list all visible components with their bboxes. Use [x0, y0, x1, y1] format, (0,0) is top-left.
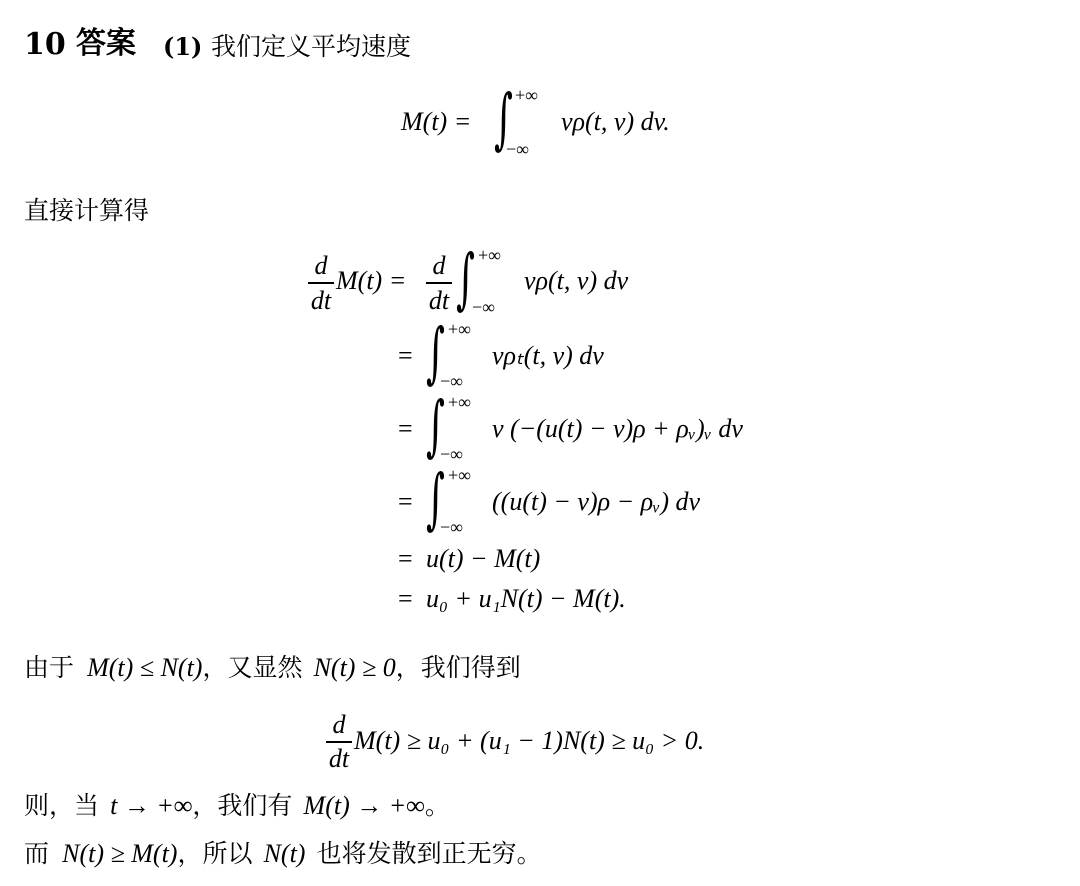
- line4-lower-limit: −∞: [440, 517, 463, 537]
- line2-eq: =: [398, 341, 413, 370]
- then-text-1: 则，当: [24, 791, 100, 820]
- eq1-integral-sign: ∫: [494, 80, 513, 157]
- section-number: 10: [24, 27, 66, 62]
- line2-upper-limit: +∞: [448, 319, 471, 339]
- and-text-3: 也将发散到正无穷。: [316, 839, 542, 868]
- eq1-upper-limit: +∞: [515, 85, 538, 105]
- then-text-2: ，我们有: [192, 791, 293, 820]
- since-math-2: N(t) ≥ 0: [313, 653, 396, 682]
- then-math-2: M(t) → +∞: [303, 791, 425, 820]
- line3-integral-sign: ∫: [426, 387, 445, 464]
- line1-lower-limit: −∞: [472, 297, 495, 317]
- line1-integral-sign: ∫: [456, 240, 475, 317]
- line6-eq: =: [398, 584, 413, 613]
- line4-eq: =: [398, 487, 413, 516]
- line1-fraction-bar: [426, 282, 452, 284]
- eq1-lower-limit: −∞: [506, 139, 529, 159]
- line1-lhs: M(t) =: [336, 266, 407, 295]
- line1-dt-denominator: dt: [428, 286, 450, 315]
- line5-expression: u(t) − M(t): [426, 544, 541, 573]
- since-math-1: M(t) ≤ N(t): [87, 653, 203, 682]
- and-text-1: 而: [24, 839, 50, 868]
- and-text-2: ，所以: [177, 839, 253, 868]
- line3-upper-limit: +∞: [448, 392, 471, 412]
- section-title: 答案: [76, 26, 136, 61]
- eq1-lhs: M(t) =: [401, 107, 472, 136]
- compute-text: 直接计算得: [24, 196, 150, 225]
- line5-eq: =: [398, 544, 413, 573]
- since-text-2: ，又显然: [202, 653, 303, 682]
- then-math-1: t → +∞: [110, 791, 193, 820]
- then-paragraph: [24, 793, 450, 819]
- eq1-integrand: vρ(t, v) dv.: [561, 107, 670, 136]
- line3-eq: =: [398, 414, 413, 443]
- and-math-2: N(t): [263, 839, 306, 868]
- deriv-dt-denominator: dt: [310, 286, 332, 315]
- line1-upper-limit: +∞: [478, 245, 501, 265]
- line4-upper-limit: +∞: [448, 465, 471, 485]
- intro-text: 我们定义平均速度: [211, 32, 412, 61]
- line2-lower-limit: −∞: [440, 371, 463, 391]
- line4-integrand: ((u(t) − v)ρ − ρᵥ) dv: [492, 487, 701, 516]
- line3-integrand: v (−(u(t) − v)ρ + ρᵥ)ᵥ dv: [492, 414, 743, 443]
- since-paragraph: [24, 655, 521, 681]
- final-fraction-bar: [326, 741, 352, 743]
- conclusion-paragraph: [24, 841, 542, 867]
- then-text-3: 。: [424, 791, 450, 820]
- part-label: (1): [163, 32, 203, 61]
- line6-expression: u₀ + u₁N(t) − M(t).: [426, 584, 626, 613]
- since-text-1: 由于: [24, 653, 75, 682]
- deriv-fraction-bar: [308, 282, 334, 284]
- line1-integrand: vρ(t, v) dv: [524, 266, 629, 295]
- since-text-3: ，我们得到: [395, 653, 521, 682]
- final-d-numerator: d: [332, 710, 346, 739]
- line4-integral-sign: ∫: [426, 460, 445, 537]
- line2-integral-sign: ∫: [426, 314, 445, 391]
- final-dt-denominator: dt: [328, 744, 350, 773]
- final-inequality: M(t) ≥ u₀ + (u₁ − 1)N(t) ≥ u₀ > 0.: [354, 726, 705, 755]
- line3-lower-limit: −∞: [440, 444, 463, 464]
- and-math-1: N(t) ≥ M(t): [62, 839, 178, 868]
- deriv-d-numerator: d: [314, 251, 328, 280]
- line1-d-numerator: d: [432, 251, 446, 280]
- line2-integrand: vρₜ(t, v) dv: [492, 341, 604, 370]
